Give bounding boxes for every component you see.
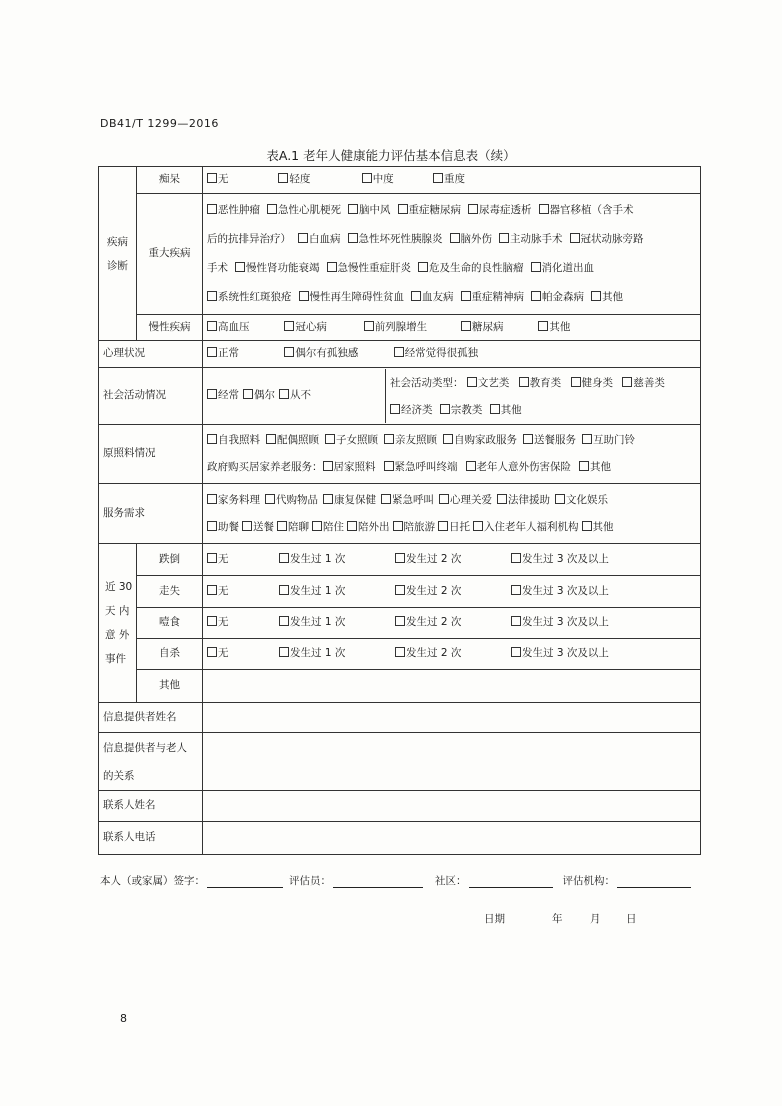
accident-type-label: 自杀 [137,639,203,670]
care-option[interactable]: 子女照顾 [325,427,378,454]
provider-relation-label: 信息提供者与老人 的关系 [99,733,203,791]
care-option[interactable]: 自购家政服务 [443,427,517,454]
checkbox-icon[interactable] [490,404,500,414]
checkbox-icon[interactable] [390,404,400,414]
institution-label: 评估机构： [562,875,615,887]
major-disease-option[interactable]: 消化道出血 [531,254,595,283]
care-option[interactable]: 亲友照顾 [384,427,437,454]
service-option[interactable]: 紧急呼叫 [381,486,434,514]
checkbox-icon[interactable] [511,553,521,563]
checkbox-icon[interactable] [466,461,476,471]
social-frequency-options [207,369,385,423]
checkbox-icon[interactable] [267,204,277,214]
checkbox-icon[interactable] [499,233,509,243]
social-type-option[interactable]: 文艺类 [467,369,510,397]
contact-phone-field[interactable] [203,822,701,855]
date-line [484,911,637,926]
checkbox-icon[interactable] [235,262,245,272]
checkbox-icon[interactable] [207,347,217,357]
checkbox-icon[interactable] [440,404,450,414]
accident-option[interactable]: 发生过 3 次及以上 [511,647,661,660]
dementia-option[interactable]: 中度 [362,173,420,186]
checkbox-icon[interactable] [312,521,322,531]
accident-option[interactable]: 发生过 2 次 [395,553,511,566]
major-disease-option[interactable]: 危及生命的良性脑瘤 [418,254,524,283]
assessor-field[interactable] [333,875,423,888]
major-disease-option[interactable]: 尿毒症透析 [468,196,532,225]
care-option[interactable]: 紧急呼叫终端 [384,454,458,481]
standard-code: DB41/T 1299—2016 [100,117,219,130]
checkbox-icon[interactable] [207,291,217,301]
checkbox-icon[interactable] [579,461,589,471]
provider-name-label: 信息提供者姓名 [99,703,203,733]
checkbox-icon[interactable] [242,521,252,531]
accident-options [203,639,701,670]
accident-option[interactable]: 发生过 3 次及以上 [511,553,661,566]
service-option[interactable]: 其他 [582,514,614,541]
checkbox-icon[interactable] [347,521,357,531]
accident-type-label: 噎食 [137,608,203,639]
major-disease-option[interactable]: 慢性再生障碍性贫血 [299,283,405,312]
checkbox-icon[interactable] [461,321,471,331]
checkbox-icon[interactable] [207,434,217,444]
dementia-option[interactable]: 无 [207,173,265,186]
social-type-option[interactable]: 其他 [490,397,522,423]
service-option[interactable]: 陪旅游 [393,514,436,541]
social-label: 社会活动情况 [99,368,203,425]
checkbox-icon[interactable] [539,204,549,214]
psychological-options [203,341,701,368]
checkbox-icon[interactable] [207,647,217,657]
self-signature-label: 本人（或家属）签字： [100,875,205,887]
chronic-option[interactable]: 糖尿病 [461,321,525,334]
accident-option[interactable]: 发生过 2 次 [395,647,511,660]
accident-options [203,608,701,639]
checkbox-icon[interactable] [348,233,358,243]
care-options [203,425,701,484]
dementia-option[interactable]: 轻度 [278,173,348,186]
checkbox-icon[interactable] [299,291,309,301]
chronic-option[interactable]: 前列腺增生 [364,321,448,334]
checkbox-icon[interactable] [381,494,391,504]
accident-option[interactable]: 发生过 1 次 [279,616,395,629]
care-government-label: 政府购买居家养老服务： [207,461,323,473]
checkbox-icon[interactable] [555,494,565,504]
dementia-options [203,167,701,194]
checkbox-icon[interactable] [279,647,289,657]
social-cell [203,368,701,425]
major-disease-option: 手术 [207,262,228,274]
checkbox-icon[interactable] [207,173,217,183]
checkbox-icon[interactable] [622,377,632,387]
checkbox-icon[interactable] [207,616,217,626]
service-option[interactable]: 心理关爱 [439,486,492,514]
social-types [385,369,700,423]
accident-type-label: 走失 [137,576,203,608]
checkbox-icon[interactable] [207,585,217,595]
date-month: 月 [590,913,601,925]
accident-option[interactable]: 发生过 2 次 [395,585,511,598]
contact-name-label: 联系人姓名 [99,791,203,822]
checkbox-icon[interactable] [582,521,592,531]
checkbox-icon[interactable] [207,521,217,531]
accident-option[interactable]: 发生过 1 次 [279,553,395,566]
checkbox-icon[interactable] [395,616,405,626]
service-option[interactable]: 陪聊 [277,514,309,541]
chronic-disease-options [203,315,701,341]
social-type-label: 社会活动类型： [390,377,464,389]
page-number: 8 [120,1012,127,1025]
checkbox-icon[interactable] [284,347,294,357]
social-frequency-option[interactable]: 偶尔 [243,389,275,402]
checkbox-icon[interactable] [279,616,289,626]
community-field[interactable] [469,875,553,888]
service-option[interactable]: 家务料理 [207,486,260,514]
major-disease-option[interactable]: 血友病 [411,283,454,312]
checkbox-icon[interactable] [443,434,453,444]
major-disease-option[interactable]: 帕金森病 [531,283,584,312]
service-option[interactable]: 陪外出 [347,514,390,541]
chronic-option[interactable]: 高血压 [207,321,271,334]
contact-name-field[interactable] [203,791,701,822]
service-option[interactable]: 文化娱乐 [555,486,608,514]
checkbox-icon[interactable] [266,434,276,444]
major-disease-option[interactable]: 急慢性重症肝炎 [327,254,412,283]
date-label: 日期 [484,913,505,925]
major-disease-option[interactable]: 急性心肌梗死 [267,196,341,225]
accident-option[interactable]: 无 [207,553,279,566]
accident-option[interactable]: 无 [207,585,279,598]
accident-option[interactable]: 发生过 3 次及以上 [511,616,661,629]
service-label: 服务需求 [99,484,203,544]
chronic-disease-label: 慢性疾病 [137,315,203,341]
service-option[interactable]: 法律援助 [497,486,550,514]
institution-field[interactable] [617,875,691,888]
signature-line [100,873,704,888]
checkbox-icon[interactable] [243,389,253,399]
major-disease-option[interactable]: 慢性肾功能衰竭 [235,254,320,283]
checkbox-icon[interactable] [384,461,394,471]
provider-name-field[interactable] [203,703,701,733]
accident-label: 近 30 天 内 意 外 事件 [99,544,137,703]
service-option[interactable]: 日托 [438,514,470,541]
checkbox-icon[interactable] [511,647,521,657]
major-disease-option[interactable]: 系统性红斑狼疮 [207,283,292,312]
checkbox-icon[interactable] [323,494,333,504]
accident-option[interactable]: 发生过 1 次 [279,585,395,598]
major-disease-option[interactable]: 脑外伤 [450,225,493,254]
major-disease-option[interactable]: 器官移植（含手术 [539,196,634,225]
checkbox-icon[interactable] [364,321,374,331]
checkbox-icon[interactable] [591,291,601,301]
service-options [203,484,701,544]
checkbox-icon[interactable] [531,291,541,301]
care-option[interactable]: 其他 [579,454,611,481]
accident-option[interactable]: 无 [207,616,279,629]
checkbox-icon[interactable] [265,494,275,504]
assessor-label: 评估员： [289,875,331,887]
checkbox-icon[interactable] [207,494,217,504]
dementia-label: 痴呆 [137,167,203,194]
psychological-option[interactable]: 经常觉得很孤独 [394,347,479,360]
checkbox-icon[interactable] [207,389,217,399]
assessment-table [98,166,701,855]
checkbox-icon[interactable] [284,321,294,331]
accident-other-label: 其他 [137,670,203,703]
checkbox-icon[interactable] [348,204,358,214]
service-option[interactable]: 入住老年人福利机构 [473,514,579,541]
checkbox-icon[interactable] [570,233,580,243]
care-option[interactable]: 老年人意外伤害保险 [466,454,572,481]
service-option[interactable]: 康复保健 [323,486,376,514]
checkbox-icon[interactable] [395,553,405,563]
checkbox-icon[interactable] [395,585,405,595]
checkbox-icon[interactable] [362,173,372,183]
provider-relation-field[interactable] [203,733,701,791]
self-signature-field[interactable] [207,875,283,888]
checkbox-icon[interactable] [298,233,308,243]
community-label: 社区： [435,875,467,887]
checkbox-icon[interactable] [325,434,335,444]
checkbox-icon[interactable] [418,262,428,272]
checkbox-icon[interactable] [511,616,521,626]
care-option[interactable]: 互助门铃 [582,427,635,454]
care-option[interactable]: 送餐服务 [523,427,576,454]
checkbox-icon[interactable] [511,585,521,595]
care-option[interactable]: 居家照料 [323,454,376,481]
date-year: 年 [552,913,563,925]
chronic-option[interactable]: 冠心病 [284,321,350,334]
major-disease-option: 后的抗排异治疗） [207,233,291,245]
checkbox-icon[interactable] [323,461,333,471]
accident-option[interactable]: 发生过 1 次 [279,647,395,660]
checkbox-icon[interactable] [468,204,478,214]
major-disease-option[interactable]: 白血病 [298,225,341,254]
checkbox-icon[interactable] [398,204,408,214]
major-disease-option[interactable]: 其他 [591,283,623,312]
checkbox-icon[interactable] [582,434,592,444]
checkbox-icon[interactable] [207,204,217,214]
chronic-option[interactable]: 其他 [538,321,570,334]
checkbox-icon[interactable] [531,262,541,272]
checkbox-icon[interactable] [438,521,448,531]
care-label: 原照料情况 [99,425,203,484]
checkbox-icon[interactable] [473,521,483,531]
social-type-option[interactable]: 教育类 [519,369,562,397]
checkbox-icon[interactable] [571,377,581,387]
checkbox-icon[interactable] [327,262,337,272]
major-disease-option[interactable]: 重症糖尿病 [398,196,462,225]
accident-other-field[interactable] [203,670,701,703]
checkbox-icon[interactable] [450,233,460,243]
checkbox-icon[interactable] [394,347,404,357]
checkbox-icon[interactable] [279,585,289,595]
major-disease-option[interactable]: 恶性肿瘤 [207,196,260,225]
checkbox-icon[interactable] [519,377,529,387]
checkbox-icon[interactable] [433,173,443,183]
service-option[interactable]: 陪住 [312,514,344,541]
checkbox-icon[interactable] [467,377,477,387]
care-option[interactable]: 自我照料 [207,427,260,454]
checkbox-icon[interactable] [384,434,394,444]
checkbox-icon[interactable] [461,291,471,301]
checkbox-icon[interactable] [411,291,421,301]
psychological-option[interactable]: 偶尔有孤独感 [284,347,380,360]
accident-options [203,544,701,576]
major-disease-option[interactable]: 主动脉手术 [499,225,563,254]
accident-option[interactable]: 发生过 2 次 [395,616,511,629]
checkbox-icon[interactable] [523,434,533,444]
checkbox-icon[interactable] [497,494,507,504]
accident-options [203,576,701,608]
disease-label: 疾病 诊断 [99,167,137,341]
date-day: 日 [626,913,637,925]
social-type-option[interactable]: 健身类 [571,369,614,397]
major-disease-label: 重大疾病 [137,194,203,315]
major-disease-option[interactable]: 重症精神病 [461,283,525,312]
table-title: 表A.1 老年人健康能力评估基本信息表（续） [266,148,516,163]
major-disease-option[interactable]: 急性坏死性胰腺炎 [348,225,443,254]
social-type-option[interactable]: 宗教类 [440,397,483,423]
contact-phone-label: 联系人电话 [99,822,203,855]
checkbox-icon[interactable] [207,553,217,563]
care-option[interactable]: 配偶照顾 [266,427,319,454]
major-disease-option[interactable]: 冠状动脉旁路 [570,225,644,254]
checkbox-icon[interactable] [439,494,449,504]
psychological-option[interactable]: 正常 [207,347,271,360]
checkbox-icon[interactable] [207,321,217,331]
checkbox-icon[interactable] [279,389,289,399]
major-disease-option[interactable]: 脑中风 [348,196,391,225]
checkbox-icon[interactable] [538,321,548,331]
service-option[interactable]: 助餐 [207,514,239,541]
service-option[interactable]: 代购物品 [265,486,318,514]
social-type-option[interactable]: 慈善类 [622,369,665,397]
checkbox-icon[interactable] [395,647,405,657]
social-frequency-option[interactable]: 从不 [279,389,311,402]
psychological-label: 心理状况 [99,341,203,368]
major-disease-options [203,194,701,315]
social-type-option[interactable]: 经济类 [390,397,433,423]
service-option[interactable]: 送餐 [242,514,274,541]
checkbox-icon[interactable] [393,521,403,531]
accident-type-label: 跌倒 [137,544,203,576]
checkbox-icon[interactable] [277,521,287,531]
accident-option[interactable]: 发生过 3 次及以上 [511,585,661,598]
dementia-option[interactable]: 重度 [433,173,465,186]
accident-option[interactable]: 无 [207,647,279,660]
checkbox-icon[interactable] [278,173,288,183]
checkbox-icon[interactable] [279,553,289,563]
social-frequency-option[interactable]: 经常 [207,389,239,402]
